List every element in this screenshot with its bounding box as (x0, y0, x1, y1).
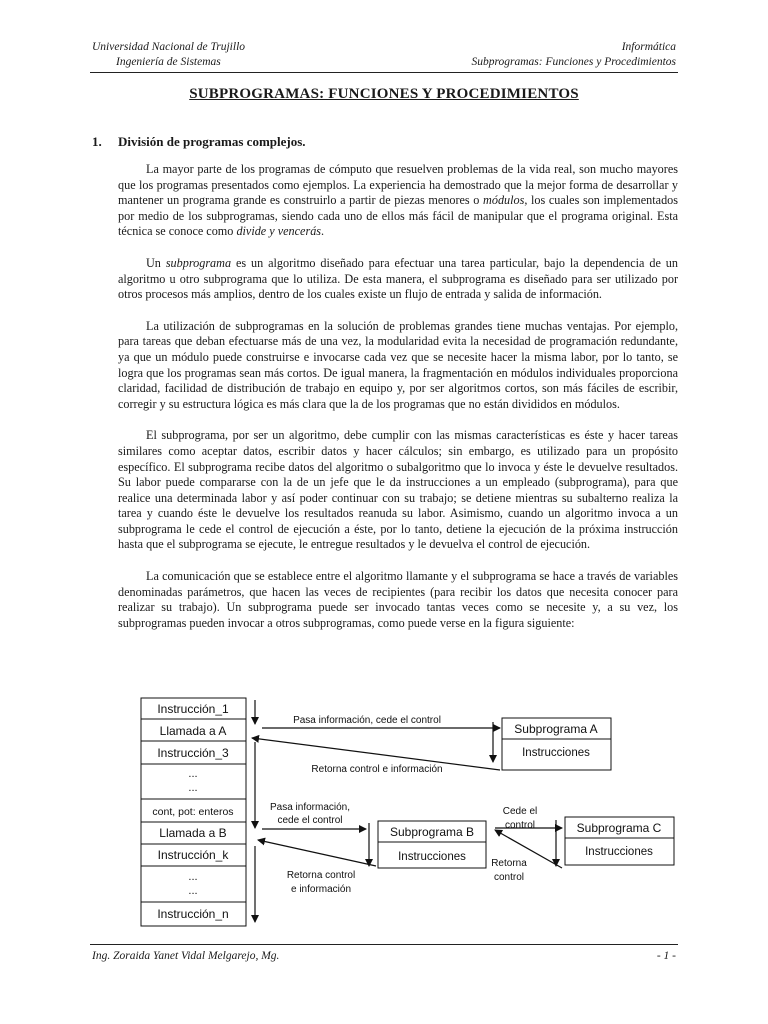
main-row-k: Instrucción_k (157, 848, 229, 862)
subprogram-a-body: Instrucciones (522, 747, 590, 759)
arrow-from-b (258, 840, 376, 866)
footer-author: Ing. Zoraida Yanet Vidal Melgarejo, Mg. (92, 950, 280, 962)
page-title: SUBPROGRAMAS: FUNCIONES Y PROCEDIMIENTOS (189, 86, 579, 102)
subprogram-c-title: Subprograma C (576, 821, 662, 835)
text-span: es un algoritmo diseñado para efectuar una tarea particular, bajo la dependencia de un algoritmo u otro subprograma que lo utiliza. De esta manera, el subprograma es diseñado para ser utilizado por otros procesos más amplios, dentro de los cuales existe un flujo de entrada y salida de información. (118, 255, 678, 302)
main-row-ellipsis: ... (188, 885, 198, 897)
subprogram-b-title: Subprograma B (389, 825, 475, 839)
text-span: La mayor parte de los programas de cómputo que resuelven problemas de la vida real, son mucho mayores que los programas presentados como ejemplos. La experiencia ha demostrado que la mejor forma de desarrollar y mantener un programa grande es construirlo a partir de piezas menores o (118, 162, 678, 208)
section-title: División de programas complejos. (118, 134, 306, 149)
emphasis: subprograma (165, 255, 232, 270)
main-row-n: Instrucción_n (157, 907, 229, 921)
text-span: Un (146, 255, 166, 270)
arrow-to-a-label: Pasa información, cede el control (293, 715, 441, 726)
subprogram-a-title: Subprograma A (514, 722, 598, 736)
main-row-call-b: Llamada a B (159, 826, 227, 840)
header-school: Ingeniería de Sistemas (116, 56, 221, 68)
text-span: , los cuales son implementados por medio de los subprogramas, siendo cada uno de ellos más fácil de manipular que el programa original. Esta técnica se conoce como (118, 193, 678, 239)
main-row-ellipsis: ... (188, 871, 198, 883)
main-row-ellipsis: ... (188, 782, 198, 794)
paragraph-5: La comunicación que se establece entre el algoritmo llamante y el subprograma se hace a través de variables denominadas parámetros, que hacen las veces de recipientes (para recibir los datos que necesita conocer para realizar su trabajo). Un subprograma puede ser invocado tantas veces como se necesite y, a su vez, los subprogramas pueden invocar a otros subprogramas, como puede verse en la figura siguiente: (118, 569, 678, 630)
arrow-to-b-label-1: Pasa información, (269, 802, 351, 813)
header-course: Informática (621, 41, 676, 53)
arrow-to-c-label-1: Cede el (502, 806, 538, 817)
paragraph-4: El subprograma, por ser un algoritmo, debe cumplir con las mismas características es éste y hacer tareas similares como aceptar datos, escribir datos y hacer cálculos; sin embargo, es utilizado para un propósito específico. El subprograma recibe datos del algoritmo o subalgoritmo que lo invoca y éste le devuelve resultados. Su labor puede compararse con la de un jefe que le da instrucciones a un empleado (subprograma), para que realice una determinada labor y así poder continuar con su trabajo; se detiene mientras su subalterno realiza la tarea y cuando éste le devuelve los resultados reanuda su labor. Asimismo, cuando un algoritmo invoca a un subprograma le cede el control de ejecución a éste, por lo tanto, detiene la ejecución de la próxima instrucción hasta que el subprograma se ejecute, le entregue resultados y le devuelva el control de ejecución. (118, 428, 678, 552)
arrow-from-c-label-2: control (493, 872, 525, 883)
arrow-from-a-label: Retorna control e información (311, 764, 443, 775)
paragraph-3: La utilización de subprogramas en la solución de problemas grandes tiene muchas ventajas. Por ejemplo, para tareas que deban efectuarse más de una vez, la modularidad evita la necesidad de programación redundante, ya que un módulo puede construirse e invocarse cada vez que se necesite hacer la misma labor, por lo tanto, se logra que los programas sean más cortos. De igual manera, la fragmentación en módulos individuales proporciona claridad, facilidad de distribución de trabajo en equipo y, por ser algoritmos cortos, son más fáciles de escribir, corregir y su estructura lógica es más clara que la de los programas que no están divididos en módulos. (118, 318, 678, 411)
main-row-2: Llamada a A (159, 724, 227, 738)
emphasis: divide y vencerás (236, 224, 322, 239)
arrow-from-b-label-2: e información (290, 884, 352, 895)
subprogram-c-body: Instrucciones (585, 846, 653, 858)
header-university: Universidad Nacional de Trujillo (92, 41, 246, 53)
arrow-to-b-label-2: cede el control (277, 815, 343, 826)
text-span: . (321, 224, 325, 239)
page-number: - 1 - (656, 950, 676, 962)
subprogram-b-body: Instrucciones (398, 851, 466, 863)
main-row-1: Instrucción_1 (157, 702, 229, 716)
main-row-declaration: cont, pot: enteros (152, 806, 234, 818)
header-topic: Subprogramas: Funciones y Procedimientos (471, 56, 676, 68)
section-number: 1. (92, 134, 102, 149)
arrow-from-b-label-1: Retorna control (286, 870, 356, 881)
arrow-from-c-label-1: Retorna (491, 858, 527, 869)
main-row-3: Instrucción_3 (157, 746, 229, 760)
arrow-to-c-label-2: control (504, 820, 536, 831)
main-row-ellipsis: ... (188, 768, 198, 780)
emphasis: módulos (483, 193, 525, 208)
footer-rule (90, 944, 678, 945)
